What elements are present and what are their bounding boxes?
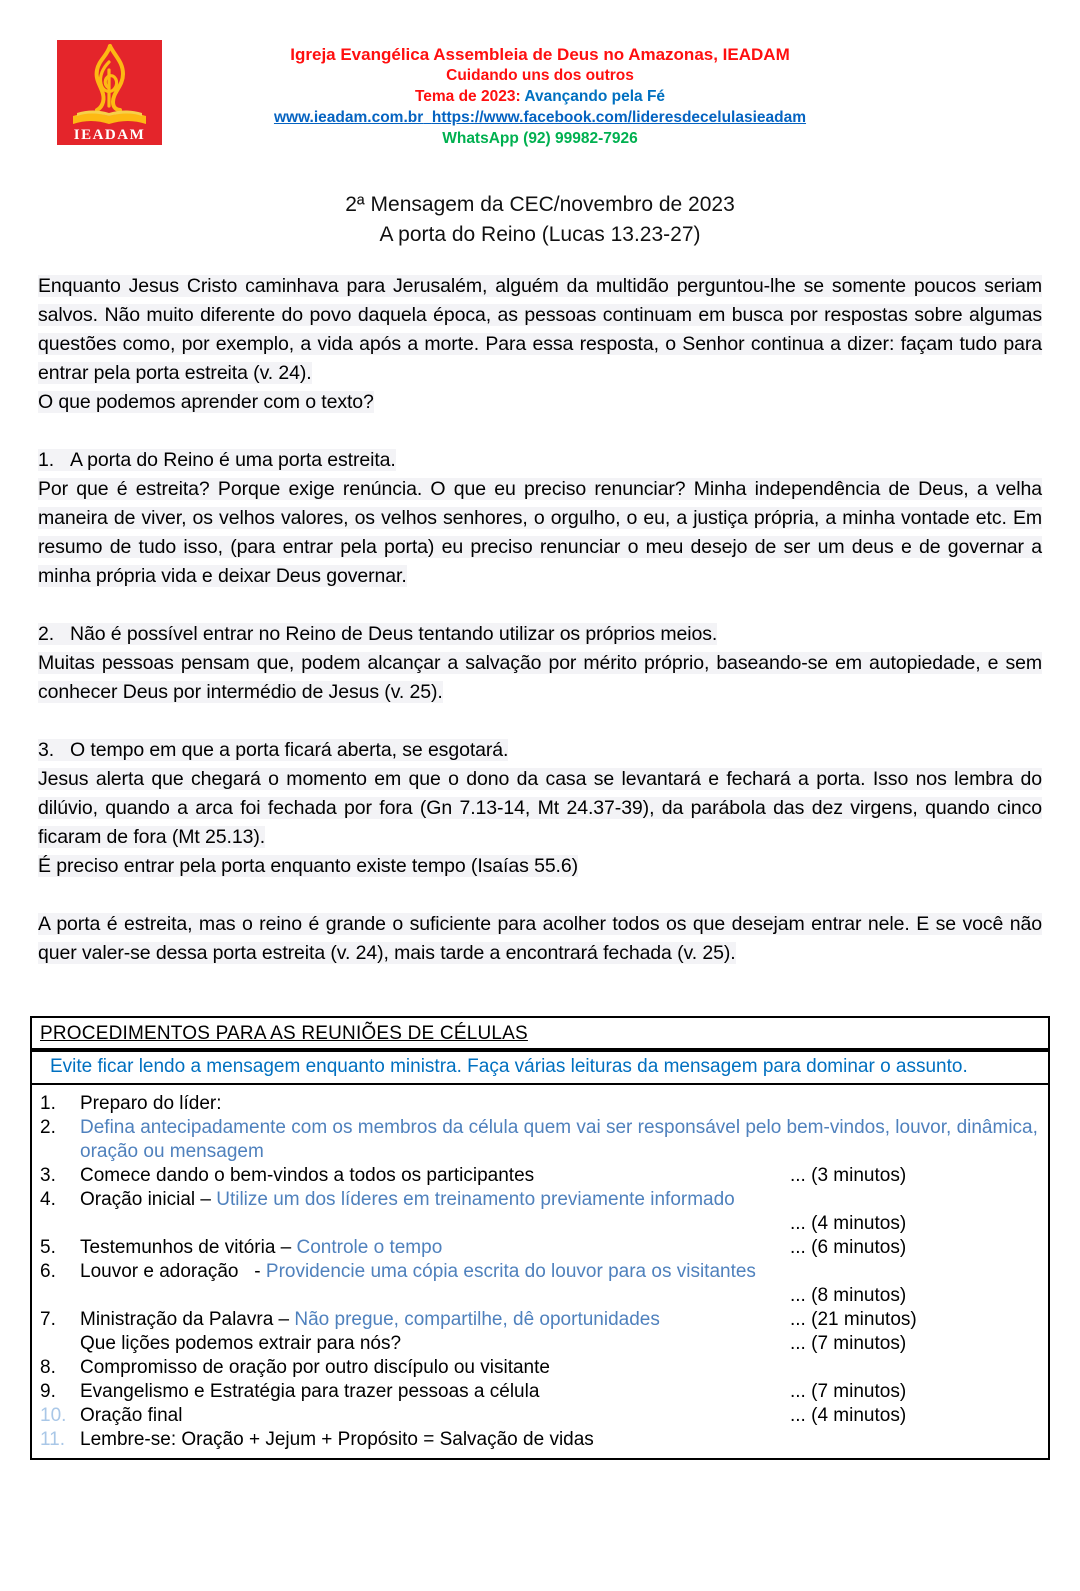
row-number: 1. [40, 1093, 56, 1114]
procedures-title-row [32, 1018, 1048, 1052]
row-minutes: ... (7 minutos) [790, 1381, 907, 1402]
procedure-row-8 [40, 1356, 1042, 1380]
row-text: Lembre-se: Oração + Jejum + Propósito = Salvação de vidas [80, 1429, 594, 1450]
point-2-body: Muitas pessoas pensam que, podem alcançar a salvação por mérito próprio, baseando-se em autopiedade, e sem conhecer Deus por intermédio de Jesus (v. 25). [38, 652, 1042, 703]
row-minutes: ... (4 minutos) [790, 1213, 907, 1234]
procedures-title: PROCEDIMENTOS PARA AS REUNIÕES DE CÉLULAS [40, 1023, 528, 1044]
theme-label: Tema de 2023: [414, 88, 521, 105]
row-minutes: ... (21 minutos) [790, 1309, 917, 1330]
row-number: 7. [40, 1309, 56, 1330]
row-text: Que lições podemos extrair para nós? [80, 1333, 402, 1354]
row-number: 10. [40, 1405, 67, 1426]
row-number: 8. [40, 1357, 56, 1378]
procedure-row-4-minutes [40, 1212, 1042, 1236]
point-3-extra: É preciso entrar pela porta enquanto existe tempo (Isaías 55.6) [38, 855, 579, 877]
row-text-blue: Providencie uma cópia escrita do louvor para os visitantes [265, 1261, 756, 1282]
intro-paragraph [38, 272, 1042, 388]
row-number: 9. [40, 1381, 56, 1402]
point-2-title: 2. Não é possível entrar no Reino de Deus tentando utilizar os próprios meios. [38, 623, 718, 645]
letterhead-text [0, 44, 1080, 149]
procedure-row-6 [40, 1260, 1042, 1284]
links-line [0, 107, 1080, 128]
procedure-row-3 [40, 1164, 1042, 1188]
row-number: 11. [40, 1429, 66, 1450]
row-number: 6. [40, 1261, 56, 1282]
procedure-row-1 [40, 1092, 1042, 1116]
point-2 [38, 620, 1042, 707]
row-text: Evangelismo e Estratégia para trazer pessoas a célula [80, 1381, 540, 1402]
theme-value: Avançando pela Fé [520, 88, 666, 105]
ieadam-logo [57, 40, 162, 145]
row-text: Oração inicial – [80, 1189, 217, 1210]
row-text-blue: Não pregue, compartilhe, dê oportunidades [294, 1309, 660, 1330]
row-number: 3. [40, 1165, 56, 1186]
row-text: Louvor e adoração - [80, 1261, 266, 1282]
point-1-body: Por que é estreita? Porque exige renúncia. O que eu preciso renunciar? Minha independência de Deus, a velha maneira de viver, os velhos valores, os velhos senhores, o orgulho, o eu, a justiça própria, a minha vontade etc. Em resumo de tudo isso, (para entrar pela porta) eu preciso renunciar o meu desejo de ser um deus e de governar a minha própria vida e deixar Deus governar. [38, 478, 1042, 587]
message-title [0, 190, 1080, 250]
row-text: Oração final [80, 1405, 183, 1426]
intro-text: Enquanto Jesus Cristo caminhava para Jerusalém, alguém da multidão perguntou-lhe se somente poucos seriam salvos. Não muito diferente do povo daquela época, as pessoas continuam em busca por respostas sobre algumas questões como, por exemplo, a vida após a morte. Para essa resposta, o Senhor continua a dizer: façam tudo para entrar pela porta estreita (v. 24). [38, 275, 1042, 384]
point-3-title: 3. O tempo em que a porta ficará aberta, se esgotará. [38, 739, 509, 761]
theme-line [0, 86, 1080, 107]
church-name: Igreja Evangélica Assembleia de Deus no Amazonas, IEADAM [290, 45, 790, 64]
point-1 [38, 446, 1042, 591]
row-number: 4. [40, 1189, 56, 1210]
closing-paragraph: A porta é estreita, mas o reino é grande o suficiente para acolher todos os que desejam entrar nele. E se você não quer valer-se dessa porta estreita (v. 24), mais tarde a encontrará fechada (v. 25). [38, 913, 1042, 964]
message-title-line1: 2ª Mensagem da CEC/novembro de 2023 [345, 193, 735, 216]
row-minutes: ... (6 minutos) [790, 1237, 907, 1258]
procedures-note: Evite ficar lendo a mensagem enquanto ministra. Faça várias leituras da mensagem para dominar o assunto. [50, 1056, 968, 1077]
intro-question: O que podemos aprender com o texto? [38, 391, 374, 413]
procedures-list [32, 1085, 1048, 1458]
row-text-blue: Controle o tempo [296, 1237, 443, 1258]
letterhead [0, 0, 1080, 150]
row-minutes: ... (7 minutos) [790, 1333, 907, 1354]
procedure-row-5 [40, 1236, 1042, 1260]
row-text-blue: Defina antecipadamente com os membros da célula quem vai ser responsável pelo bem-vindos, louvor, dinâmica, oração ou mensagem [80, 1117, 1038, 1162]
procedure-row-7-sub [40, 1332, 1042, 1356]
row-text-blue: Utilize um dos líderes em treinamento previamente informado [216, 1189, 735, 1210]
point-3 [38, 736, 1042, 881]
church-motto: Cuidando uns dos outros [446, 67, 634, 84]
row-text: Ministração da Palavra – [80, 1309, 295, 1330]
row-number: 5. [40, 1237, 56, 1258]
procedure-row-6-minutes [40, 1284, 1042, 1308]
row-minutes: ... (8 minutos) [790, 1285, 907, 1306]
whatsapp-line: WhatsApp (92) 99982-7926 [442, 130, 638, 147]
procedure-row-2 [40, 1116, 1042, 1164]
links-gap [423, 109, 432, 126]
row-minutes: ... (3 minutos) [790, 1165, 907, 1186]
facebook-link[interactable]: https://www.facebook.com/lideresdecelulasieadam [431, 109, 807, 126]
point-1-title: 1. A porta do Reino é uma porta estreita. [38, 449, 396, 471]
procedures-table [30, 1016, 1050, 1460]
procedures-note-row [32, 1052, 1048, 1085]
message-body [0, 272, 1080, 968]
website-link[interactable]: www.ieadam.com.br [273, 109, 424, 126]
row-minutes: ... (4 minutos) [790, 1405, 907, 1426]
message-title-line2: A porta do Reino (Lucas 13.23-27) [379, 223, 701, 246]
row-text: Preparo do líder: [80, 1093, 222, 1114]
row-text: Testemunhos de vitória – [80, 1237, 297, 1258]
procedure-row-9 [40, 1380, 1042, 1404]
procedure-row-4 [40, 1188, 1042, 1212]
row-number: 2. [40, 1117, 56, 1138]
point-3-body: Jesus alerta que chegará o momento em que o dono da casa se levantará e fechará a porta. Isso nos lembra do dilúvio, quando a arca foi fechada por fora (Gn 7.13-14, Mt 24.37-39), da parábola das dez virgens, quando cinco ficaram de fora (Mt 25.13). [38, 768, 1042, 848]
logo-wordmark: IEADAM [73, 127, 146, 143]
row-text: Comece dando o bem-vindos a todos os participantes [80, 1165, 535, 1186]
row-text: Compromisso de oração por outro discípulo ou visitante [80, 1357, 550, 1378]
procedure-row-7 [40, 1308, 1042, 1332]
procedure-row-10 [40, 1404, 1042, 1428]
procedure-row-11 [40, 1428, 1042, 1452]
